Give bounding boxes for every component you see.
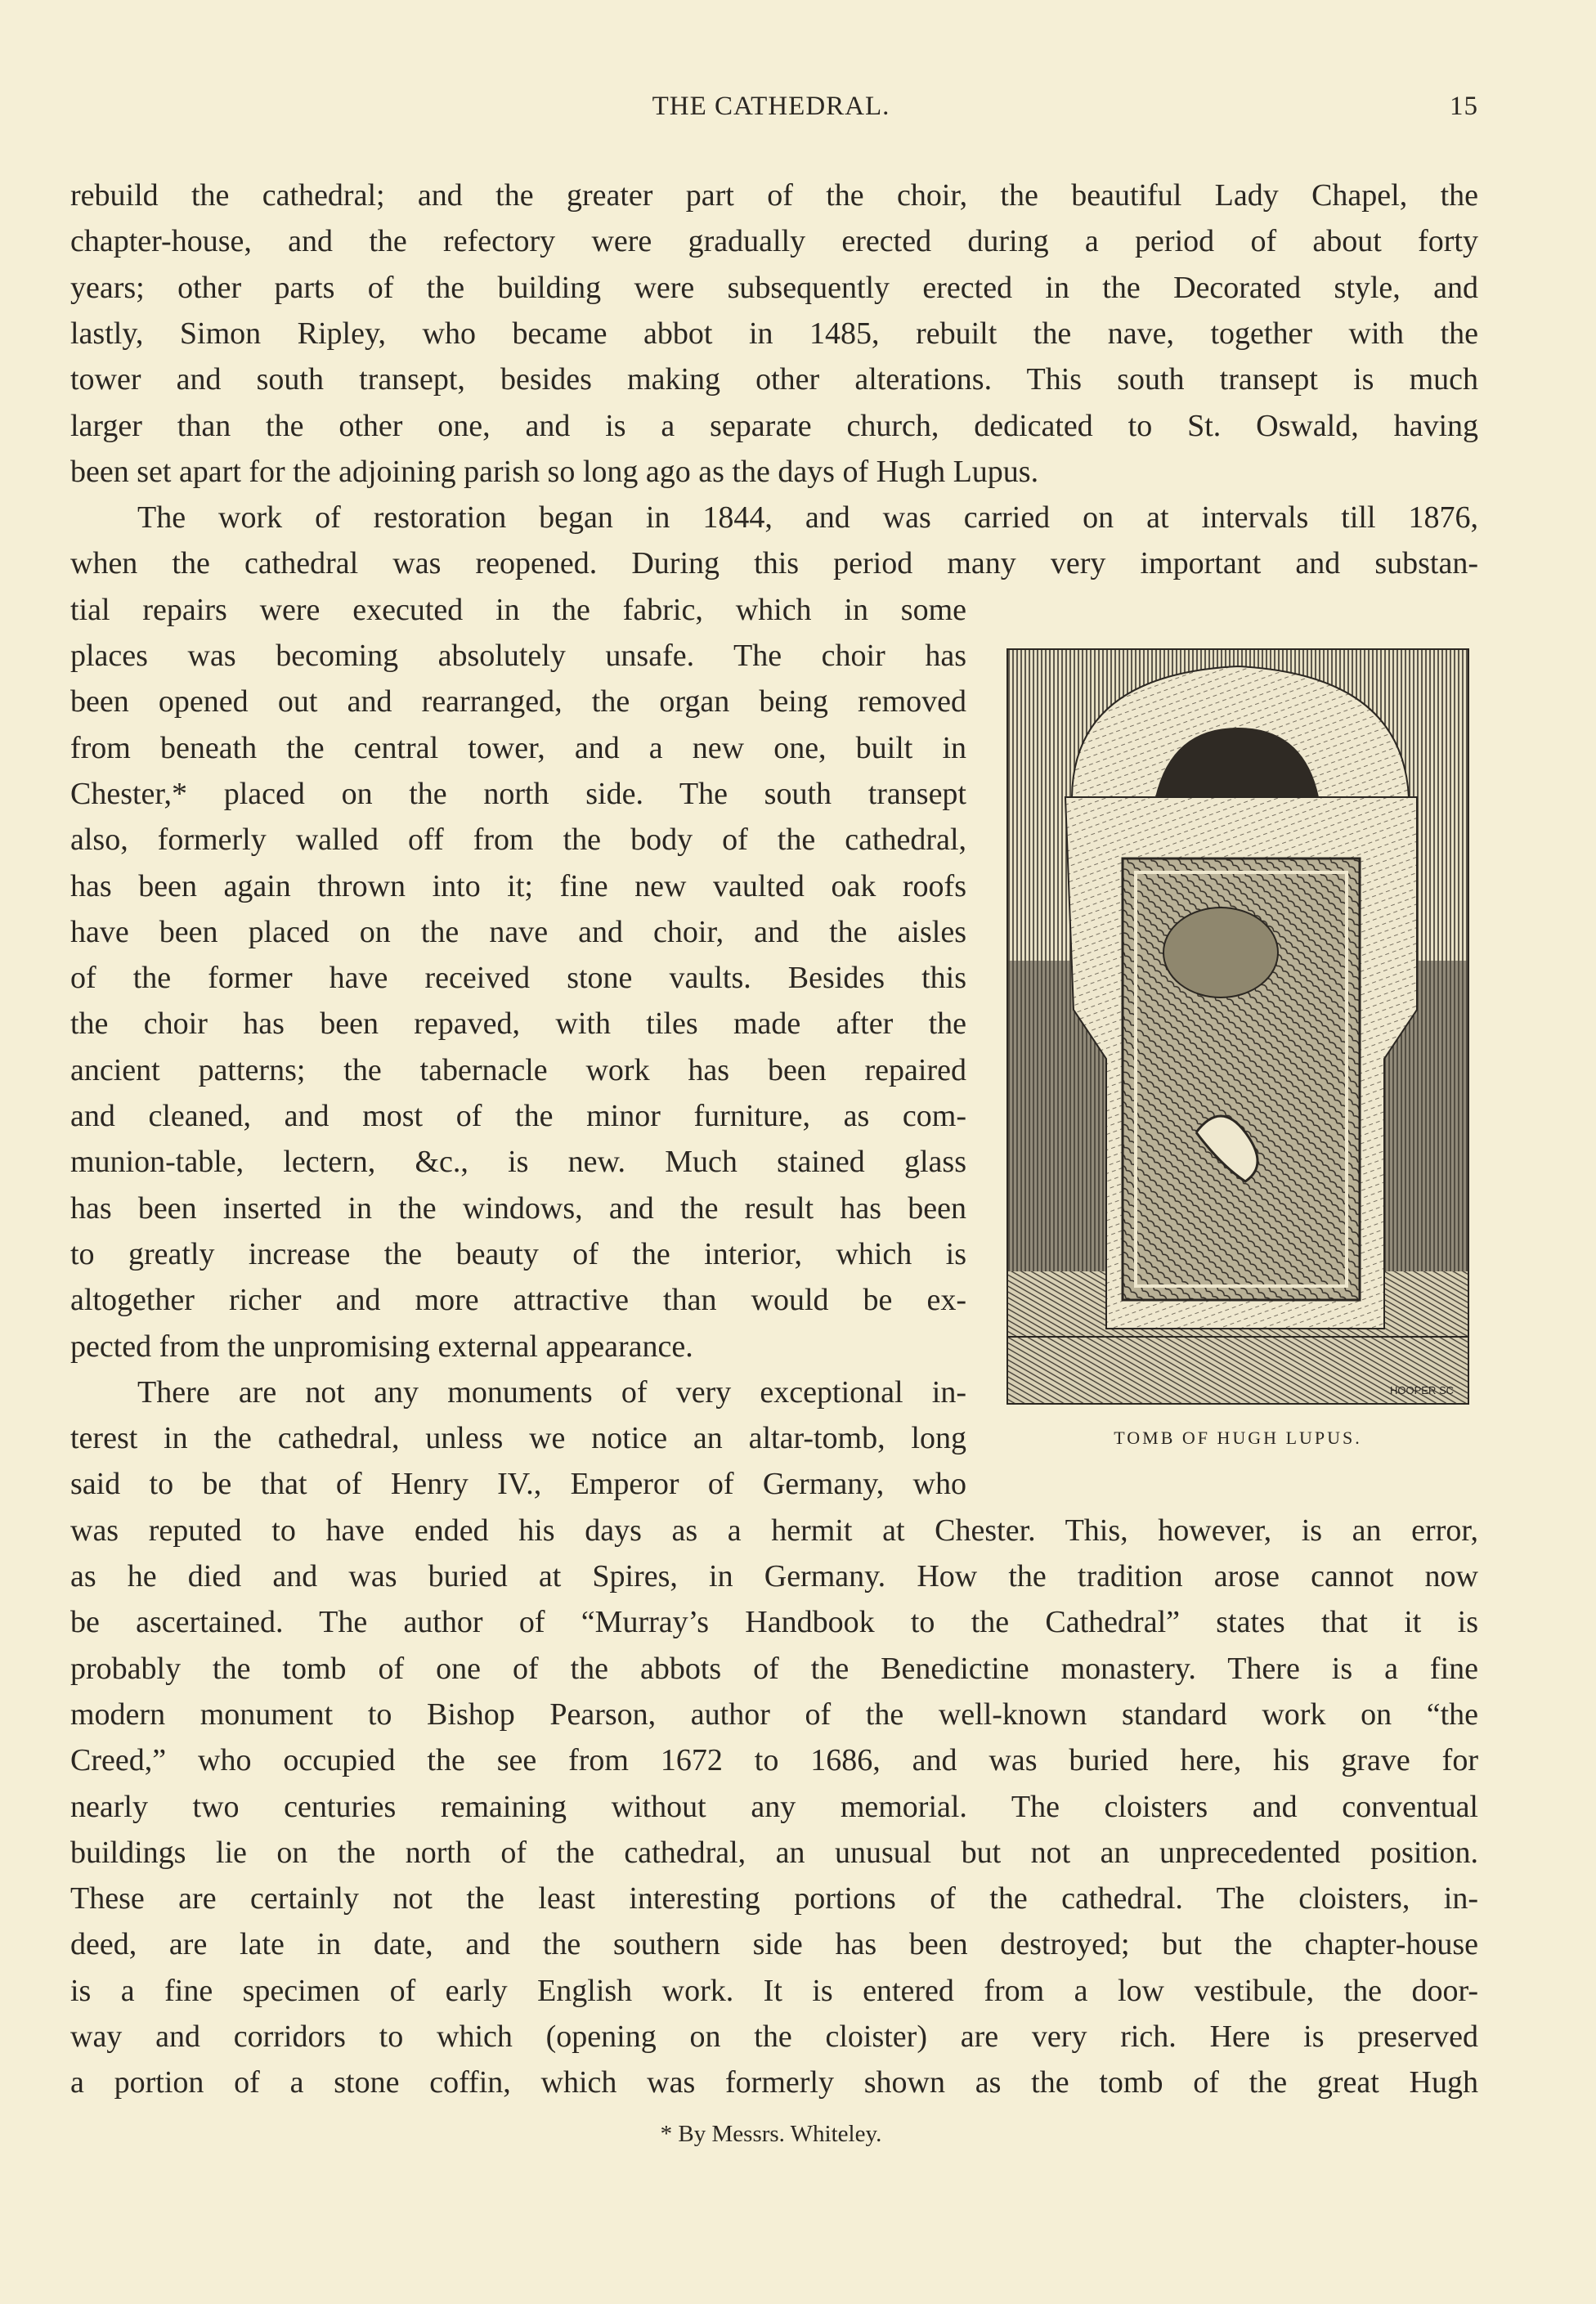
text-line: to greatly increase the beauty of the interior, which is (70, 1236, 966, 1271)
text-line: lastly, Simon Ripley, who became abbot in 1485, rebuilt the nave, together with the (70, 316, 1478, 351)
text-line: the choir has been repaved, with tiles made after the (70, 1006, 966, 1042)
text-line: pected from the unpromising external appearance. (70, 1329, 693, 1364)
text-line: was reputed to have ended his days as a hermit at Chester. This, however, is an error, (70, 1513, 1478, 1548)
text-line: buildings lie on the north of the cathedral, an unusual but not an unprecedented position. (70, 1835, 1478, 1870)
figure-caption: TOMB OF HUGH LUPUS. (1114, 1428, 1362, 1448)
text-line: rebuild the cathedral; and the greater part of the choir, the beautiful Lady Chapel, the (70, 178, 1478, 213)
text-line: modern monument to Bishop Pearson, author of the well-known standard work on “the (70, 1697, 1478, 1732)
text-line: have been placed on the nave and choir, and the aisles (70, 914, 966, 949)
text-line: has been again thrown into it; fine new vaulted oak roofs (70, 868, 966, 903)
text-line: munion-table, lectern, &c., is new. Much stained glass (70, 1145, 966, 1180)
text-line: chapter-house, and the refectory were gradually erected during a period of about forty (70, 224, 1478, 259)
text-line: years; other parts of the building were subsequently erected in the Decorated style, and (70, 270, 1478, 305)
text-line: has been inserted in the windows, and the result has been (70, 1190, 966, 1226)
text-line: said to be that of Henry IV., Emperor of Germany, who (70, 1467, 966, 1502)
text-line: tial repairs were executed in the fabric, which in some (70, 592, 966, 627)
text-line: Creed,” who occupied the see from 1672 to 1686, and was buried here, his grave for (70, 1743, 1478, 1778)
text-line: and cleaned, and most of the minor furniture, as com- (70, 1099, 966, 1133)
text-line: from beneath the central tower, and a new one, built in (70, 730, 966, 765)
engraver-signature: HOOPER SC (1389, 1384, 1454, 1396)
text-line: places was becoming absolutely unsafe. The choir has (70, 639, 966, 673)
tomb-engraving-image (1008, 650, 1468, 1403)
text-line: larger than the other one, and is a separate church, dedicated to St. Oswald, having (70, 408, 1478, 443)
text-line: as he died and was buried at Spires, in Germany. How the tradition arose cannot now (70, 1559, 1478, 1594)
text-line: deed, are late in date, and the southern side has been destroyed; but the chapter-house (70, 1927, 1478, 1962)
tomb-engraving-illustration (1006, 648, 1469, 1405)
page-number: 15 (1450, 92, 1478, 121)
text-line: is a fine specimen of early English work. It is entered from a low vestibule, the door- (70, 1973, 1478, 2008)
text-line: be ascertained. The author of “Murray’s Handbook to the Cathedral” states that it is (70, 1605, 1478, 1640)
text-line: a portion of a stone coffin, which was formerly shown as the tomb of the great Hugh (70, 2065, 1478, 2100)
text-line: ancient patterns; the tabernacle work has been repaired (70, 1052, 966, 1087)
text-line: The work of restoration began in 1844, and was carried on at intervals till 1876, (137, 500, 1478, 536)
text-line: when the cathedral was reopened. During this period many very important and substan- (70, 546, 1478, 581)
text-line: These are certainly not the least interesting portions of the cathedral. The cloisters, in- (70, 1881, 1478, 1916)
text-line: There are not any monuments of very exceptional in- (137, 1374, 966, 1410)
text-line: probably the tomb of one of the abbots of the Benedictine monastery. There is a fine (70, 1651, 1478, 1686)
text-line: terest in the cathedral, unless we notice an altar-tomb, long (70, 1421, 966, 1456)
footnote: * By Messrs. Whiteley. (660, 2121, 882, 2147)
running-title: THE CATHEDRAL. (652, 92, 890, 121)
text-line: altogether richer and more attractive than would be ex- (70, 1283, 966, 1318)
text-line: also, formerly walled off from the body of the cathedral, (70, 823, 966, 858)
text-line: of the former have received stone vaults. Besides this (70, 961, 966, 996)
text-line: way and corridors to which (opening on the cloister) are very rich. Here is preserved (70, 2019, 1478, 2054)
text-line: been opened out and rearranged, the organ being removed (70, 684, 966, 719)
text-line: Chester,* placed on the north side. The south transept (70, 776, 966, 811)
text-line: been set apart for the adjoining parish so long ago as the days of Hugh Lupus. (70, 454, 1039, 489)
text-line: nearly two centuries remaining without any memorial. The cloisters and conventual (70, 1789, 1478, 1824)
text-line: tower and south transept, besides making other alterations. This south transept is much (70, 362, 1478, 397)
